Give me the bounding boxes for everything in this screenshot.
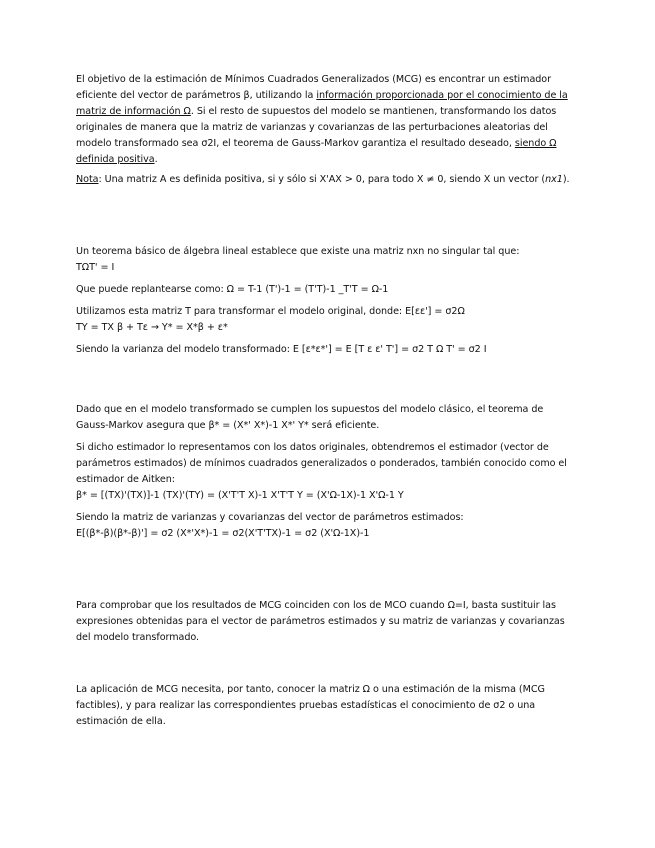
application-paragraph bbox=[76, 682, 576, 730]
spacer bbox=[76, 546, 576, 598]
variance-text: Siendo la varianza del modelo transformado: E [ε*ε*'] = E [T ε ε' T'] = σ2 T Ω T' = σ2 I bbox=[76, 344, 487, 355]
spacer bbox=[76, 362, 576, 402]
info-underlined: información proporcionada por el conocimiento de la matriz de información Ω bbox=[76, 90, 568, 117]
transform-line-1: Utilizamos esta matriz T para transformar el modelo original, donde: E[εε'] = σ2Ω bbox=[76, 306, 465, 317]
variance-paragraph bbox=[76, 342, 576, 358]
note-text: : Una matriz A es definida positiva, si y sólo si X'AX > 0, para todo X ≠ 0, siendo X un vector ( bbox=[98, 174, 546, 185]
rewrite-text: Que puede replantearse como: Ω = T-1 (T')-1 = (T'T)-1 bbox=[76, 284, 339, 295]
theorem-line-1: Un teorema básico de álgebra lineal establece que existe una matriz nxn no singular tal que: bbox=[76, 246, 520, 257]
note-end: ). bbox=[562, 174, 570, 185]
cov-line-2: E[(β*-β)(β*-β)'] = σ2 (X*'X*)-1 = σ2(X'T'TX)-1 = σ2 (X'Ω-1X)-1 bbox=[76, 528, 370, 539]
application-text: La aplicación de MCG necesita, por tanto, conocer la matriz Ω o una estimación de la misma (MCG factibles), y para realizar las correspondientes pruebas estadísticas el conocimiento de σ2 o una estimación de ella. bbox=[76, 684, 545, 727]
intro-paragraph bbox=[76, 72, 576, 168]
document-body bbox=[76, 72, 576, 734]
gauss-markov-paragraph bbox=[76, 402, 576, 434]
aitken-text: Si dicho estimador lo representamos con los datos originales, obtendremos el estimador (vector de parámetros estimados) de mínimos cuadrados generalizados o ponderados, también conocido como el estimador de Aitken: bbox=[76, 442, 567, 485]
gauss-markov-text: Dado que en el modelo transformado se cumplen los supuestos del modelo clásico, el teorema de Gauss-Markov asegura que β* = (X*' X*)-1 X*' Y* será eficiente. bbox=[76, 404, 544, 431]
aitken-paragraph bbox=[76, 440, 576, 504]
spacer bbox=[76, 650, 576, 682]
intro-text: El objetivo de la estimación de Mínimos Cuadrados Generalizados (MCG) es encontrar un estimador eficiente del vector de parámetros β, utilizando la bbox=[76, 74, 552, 101]
intro-middle: . Si el resto de supuestos del modelo se mantienen, transformando los datos originales de manera que la matriz de varianzas y covarianzas de las perturbaciones aleatorias del modelo transformado sea σ2I, el teorema de Gauss-Markov garantiza el resultado deseado, bbox=[76, 106, 557, 149]
transform-line-2: TY = TX β + Tε → Y* = X*β + ε* bbox=[76, 322, 228, 333]
cov-line-1: Siendo la matriz de varianzas y covarianzas del vector de parámetros estimados: bbox=[76, 512, 464, 523]
check-paragraph bbox=[76, 598, 576, 646]
rewrite-end: _T'T = Ω-1 bbox=[338, 284, 389, 295]
theorem-paragraph bbox=[76, 244, 576, 276]
theorem-line-2: TΩT' = I bbox=[76, 262, 115, 273]
note-paragraph bbox=[76, 172, 576, 188]
note-italic: nx1 bbox=[545, 174, 563, 185]
aitken-formula: β* = [(TX)'(TX)]-1 (TX)'(TY) = (X'T'T X)-1 X'T'T Y = (X'Ω-1X)-1 X'Ω-1 Y bbox=[76, 490, 404, 501]
spacer bbox=[76, 192, 576, 244]
note-label: Nota bbox=[76, 174, 99, 185]
rewrite-paragraph bbox=[76, 282, 576, 298]
intro-end: . bbox=[154, 154, 158, 165]
pd-underlined: siendo Ω definida positiva bbox=[76, 138, 557, 165]
cov-matrix-paragraph bbox=[76, 510, 576, 542]
check-text: Para comprobar que los resultados de MCG coinciden con los de MCO cuando Ω=I, basta sustituir las expresiones obtenidas para el vector de parámetros estimados y su matriz de varianzas y covarianzas del modelo transformado. bbox=[76, 600, 565, 643]
transform-paragraph bbox=[76, 304, 576, 336]
